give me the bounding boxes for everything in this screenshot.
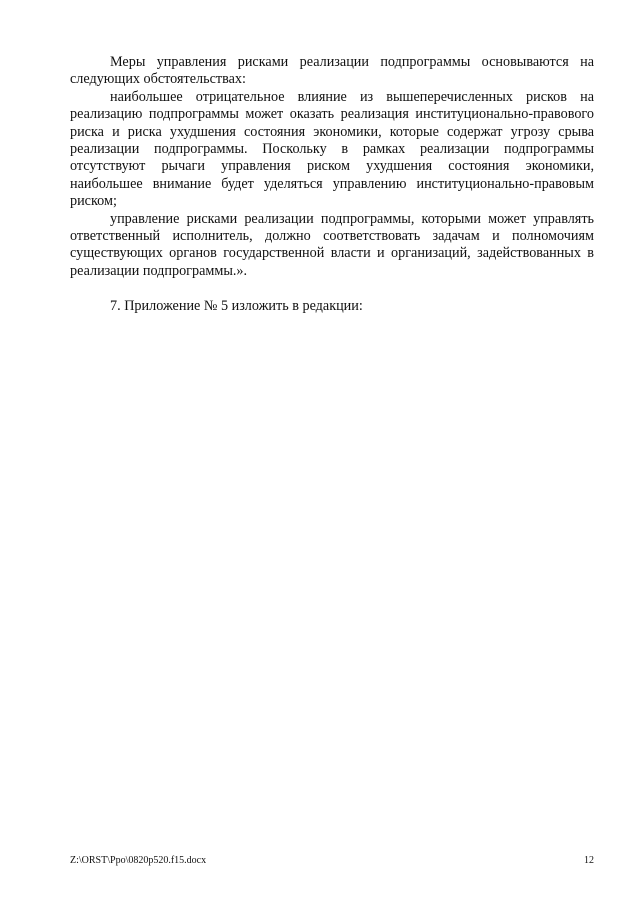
footer-file-path: Z:\ORST\Ppo\0820p520.f15.docx (70, 855, 207, 866)
document-body (70, 54, 594, 315)
footer-page-number: 12 (584, 855, 594, 866)
paragraph-risk-management-scope: управление рисками реализации подпрограммы, которыми может управлять ответственный исполнитель, должно соответствовать задачам и полномочиям существующих органов государственной власти и организаций, задействованных в реализации подпрограммы.». (70, 210, 594, 279)
paragraph-greatest-negative-impact: наибольшее отрицательное влияние из вышеперечисленных рисков на реализацию подпрограммы может оказать реализация институционально-правового риска и риска ухудшения состояния экономики, которые содержат угрозу срыва реализации подпрограммы. Поскольку в рамках реализации подпрограммы отсутствуют рычаги управления риском ухудшения состояния экономики, наибольшее внимание будет уделяться управлению институционально-правовым риском; (70, 88, 594, 210)
paragraph-item-7: 7. Приложение № 5 изложить в редакции: (110, 297, 363, 314)
paragraph-risk-measures-intro: Меры управления рисками реализации подпрограммы основываются на следующих обстоятельствах: (70, 54, 594, 88)
